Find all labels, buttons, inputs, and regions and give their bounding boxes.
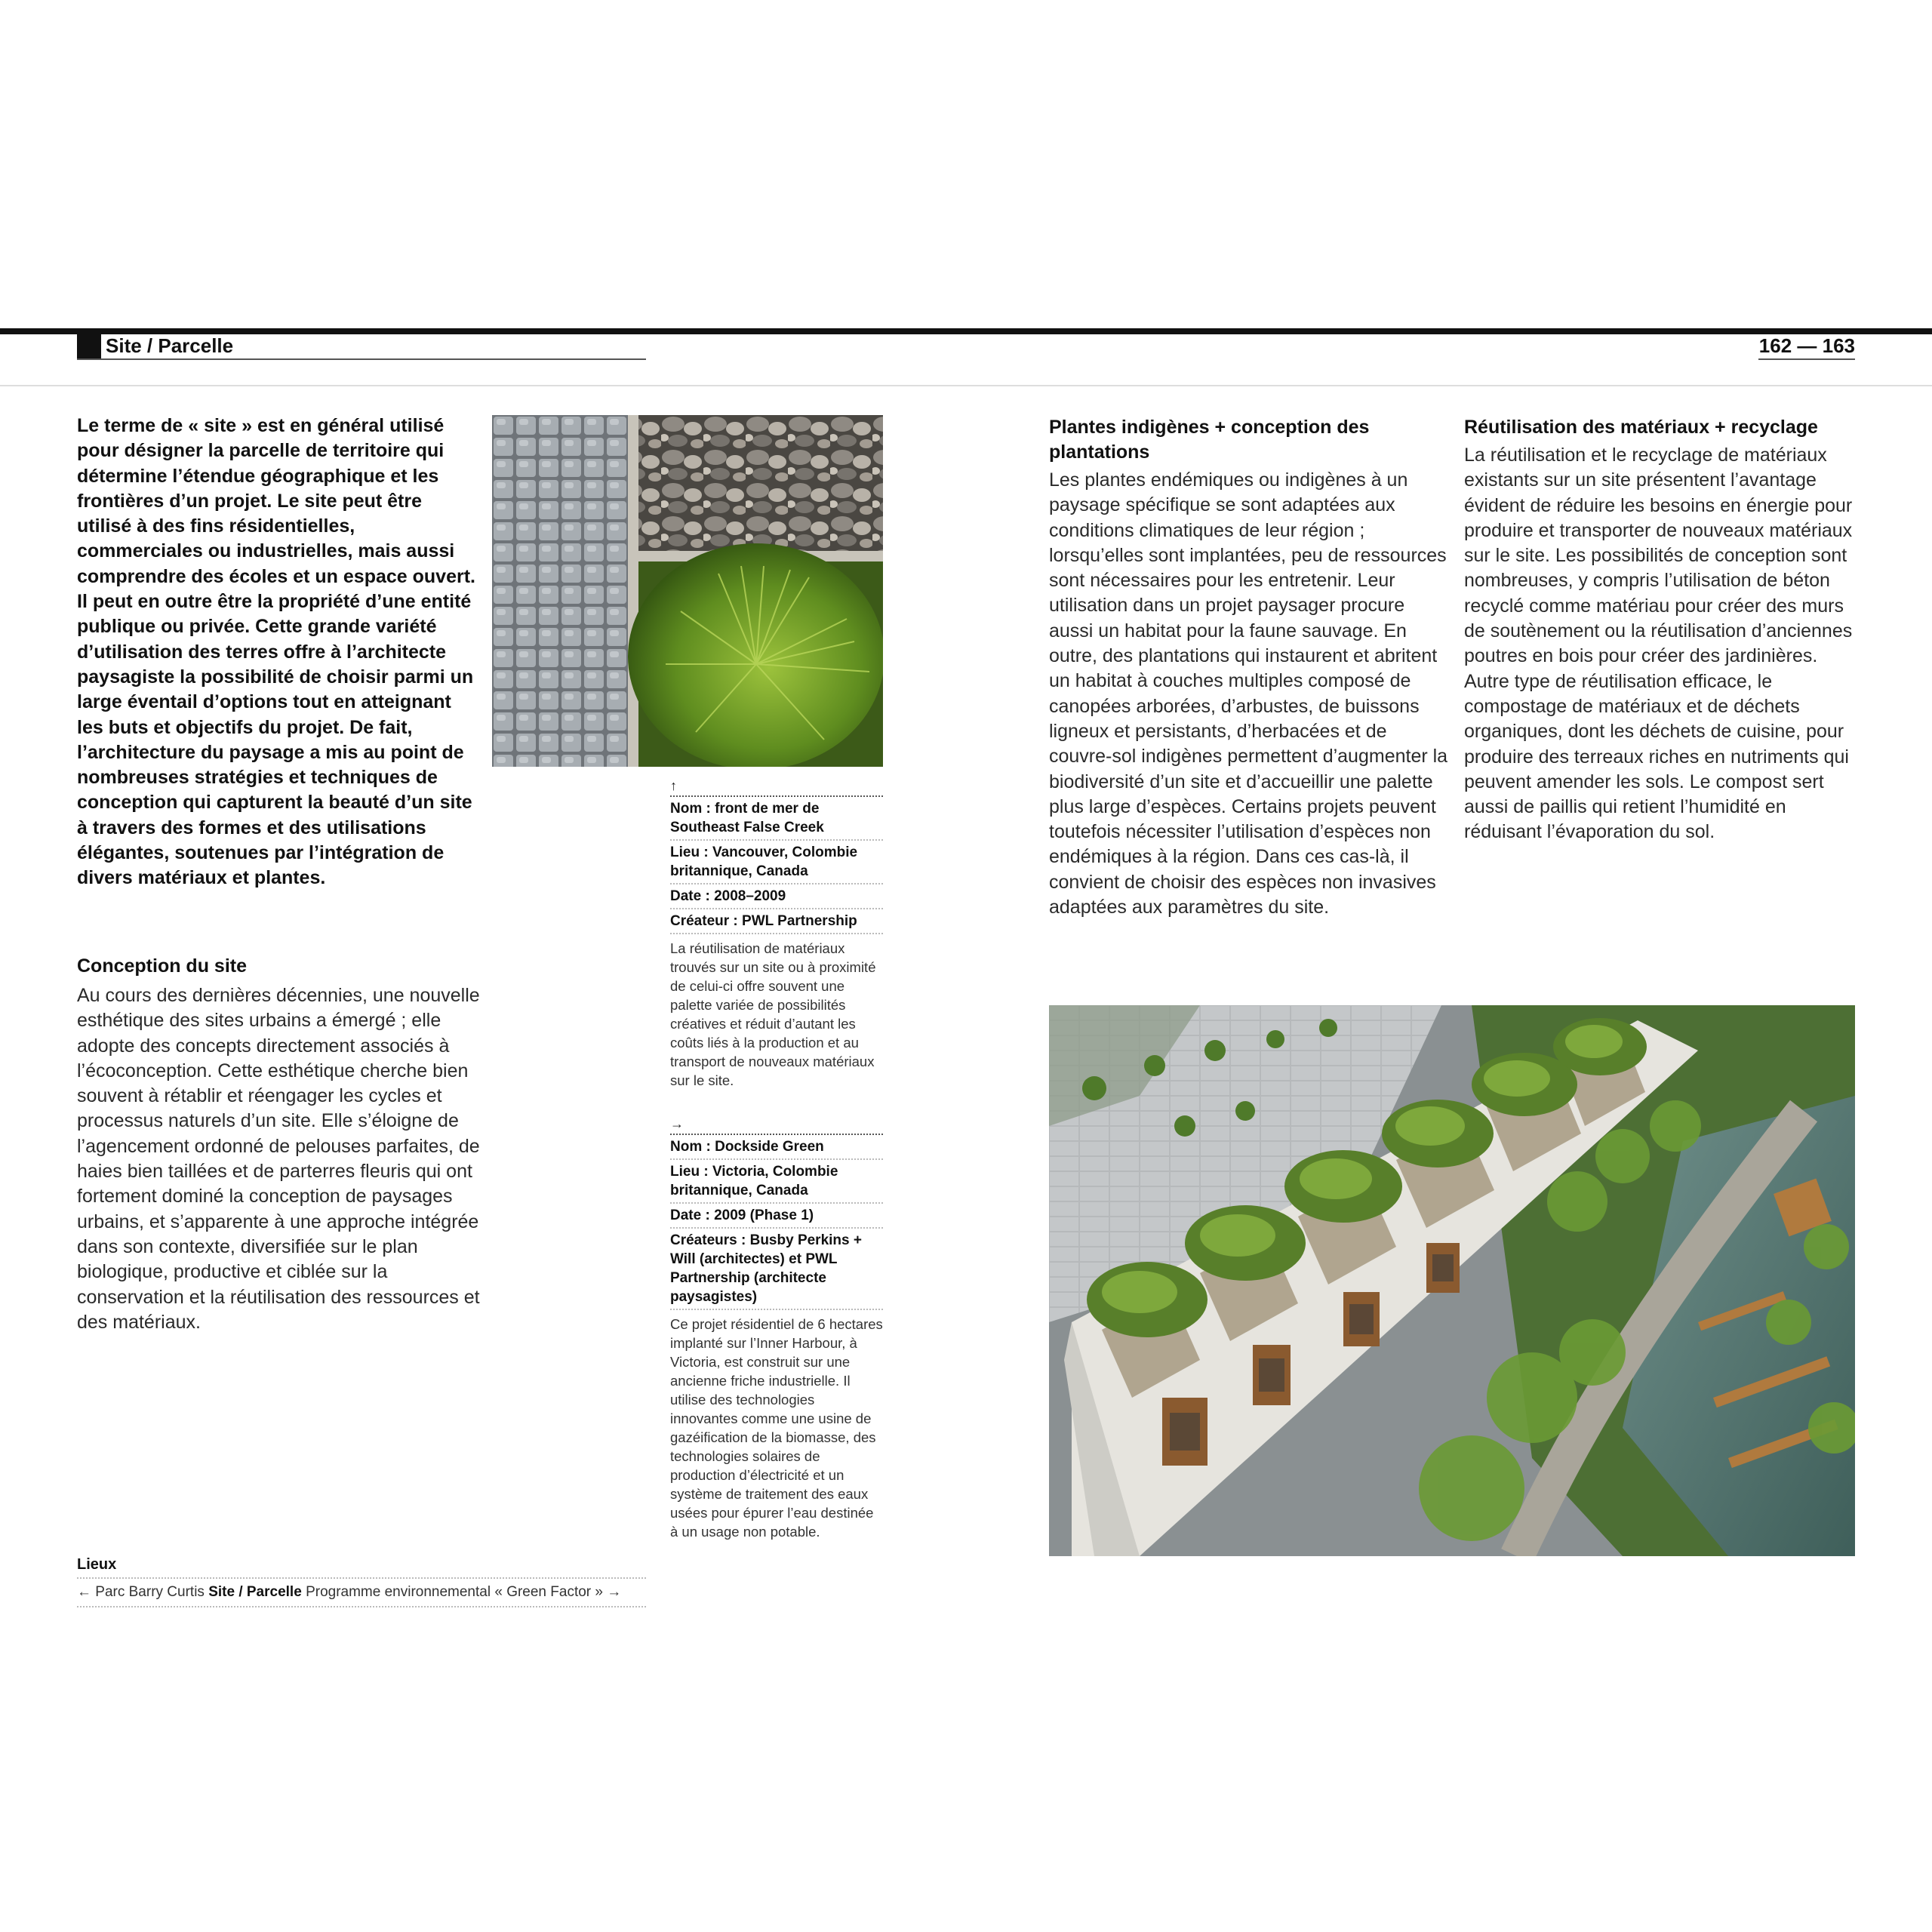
page-numbers: 162 — 163: [1758, 334, 1855, 357]
section-title: Site / Parcelle: [106, 334, 234, 357]
arrow-right-icon: →: [670, 1115, 883, 1135]
caption-place: Lieu : Vancouver, Colombie britannique, Canada: [670, 841, 883, 884]
running-header: [77, 333, 646, 360]
section-heading: Conception du site: [77, 955, 247, 977]
next-place-link[interactable]: Programme environnemental « Green Factor » →: [306, 1584, 622, 1600]
caption-place: Lieu : Victoria, Colombie britannique, Canada: [670, 1160, 883, 1204]
section-site-design: [77, 954, 485, 1335]
section-body: Au cours des dernières décennies, une nouvelle esthétique des sites urbains a émergé ; elle adopte des concepts directement associés à l’écoconception. Cette esthétique cherche bien souvent à rétablir et réengager les cycles et processus naturels d’un site. Elle s’éloigne de l’agencement ordonné de pelouses parfaites, de haies bien taillées et de parterres fleuris qui ont fortement dominé la conception de paysages urbains, et s’apparente à une approche intégrée dans son contexte, diversifiée sur le plan biologique, productive et ciblée sur la conservation et la réutilisation des ressources et des matériaux.: [77, 985, 480, 1333]
caption-creator: Créateur : PWL Partnership: [670, 909, 883, 934]
caption-description: La réutilisation de matériaux trouvés sur un site ou à proximité de celui-ci offre souvent une palette variée de possibilités créatives et réduit d’autant les coûts liés à la production et au transport de nouveaux matériaux sur le site.: [670, 940, 876, 1088]
section-material-reuse: [1464, 415, 1857, 845]
caption-name: Nom : Dockside Green: [670, 1135, 883, 1160]
caption-name: Nom : front de mer de Southeast False Creek: [670, 797, 883, 841]
caption-description: Ce projet résidentiel de 6 hectares implanté sur l’Inner Harbour, à Victoria, est construit sur une ancienne friche industrielle. Il utilise des technologies innovantes comme une usine de gazéification de la biomasse, des technologies solaires de production d’électricité et un système de traitement des eaux usées pour épurer l’eau destinée à un usage non potable.: [670, 1316, 883, 1540]
page-number-header: [1758, 333, 1855, 360]
header-marker: [77, 333, 101, 358]
places-links: [77, 1579, 646, 1607]
current-place: Site / Parcelle: [208, 1584, 302, 1600]
caption-dockside-green: [670, 1115, 883, 1541]
caption-date: Date : 2008–2009: [670, 884, 883, 909]
photo-dockside-green-rendering: [1049, 1005, 1855, 1556]
prev-place-link[interactable]: ← Parc Barry Curtis: [77, 1584, 205, 1600]
section-body: Les plantes endémiques ou indigènes à un paysage spécifique se sont adaptées aux conditions climatiques de leur région ; lorsqu’elles sont implantées, peu de ressources sont nécessaires pour les entretenir. Leur utilisation dans un projet paysager procure aussi un habitat pour la faune sauvage. En outre, des plantations qui instaurent et abritent un habitat à couches multiples composé de canopées arborées, d’arbustes, de buissons ligneux et persistants, d’herbacées et de couvre-sol indigènes permettent d’augmenter la biodiversité d’un site et d’accueillir une palette plus large d’espèces. Certains projets peuvent toutefois nécessiter l’utilisation d’espèces non endémiques à la région. Dans ces cas-là, il convient de choisir des espèces non invasives adaptées aux paramètres du site.: [1049, 469, 1448, 918]
arrow-up-icon: ↑: [670, 777, 883, 797]
header-divider: [0, 385, 1932, 386]
photo-cobbles-grass: [492, 415, 883, 767]
section-heading: Réutilisation des matériaux + recyclage: [1464, 417, 1818, 438]
caption-date: Date : 2009 (Phase 1): [670, 1204, 883, 1229]
places-title: Lieux: [77, 1555, 646, 1579]
section-body: La réutilisation et le recyclage de matériaux existants sur un site présentent l’avantage évident de réduire les besoins en énergie pour produire et transporter de nouveaux matériaux sur le site. Les possibilités de conception sont nombreuses, y compris l’utilisation de béton recyclé comme matériau pour créer des murs de soutènement ou la réutilisation d’anciennes poutres en bois pour créer des jardinières. Autre type de réutilisation efficace, le compostage de matériaux et de déchets organiques, dont les déchets de cuisine, pour produire des terreaux riches en nutriments qui peuvent amender les sols. Le compost sert aussi de paillis qui retient l’humidité en réduisant l’évaporation du sol.: [1464, 445, 1853, 843]
caption-southeast-false-creek: [670, 777, 883, 1090]
section-heading: Plantes indigènes + conception des plantations: [1049, 417, 1370, 463]
intro-lead: Le terme de « site » est en général utilisé pour désigner la parcelle de territoire qui détermine l’étendue géographique et les frontières d’un projet. Le site peut être utilisé à des fins résidentielles, commerciales ou industrielles, mais aussi comprendre des écoles et un espace ouvert. Il peut en outre être la propriété d’une entité publique ou privée. Cette grande variété d’utilisation des terres offre à l’architecte paysagiste la possibilité de choisir parmi un large éventail d’options tout en atteignant les buts et objectifs du projet. De fait, l’architecture du paysage a mis au point de nombreuses stratégies et techniques de conception qui capturent la beauté d’un site à travers des formes et des utilisations élégantes, soutenues par l’intégration de divers matériaux et plantes.: [77, 415, 475, 889]
section-native-plants: [1049, 415, 1449, 920]
caption-creator: Créateurs : Busby Perkins + Will (architectes) et PWL Partnership (architecte paysagistes): [670, 1229, 883, 1310]
places-navigation: [77, 1555, 646, 1607]
